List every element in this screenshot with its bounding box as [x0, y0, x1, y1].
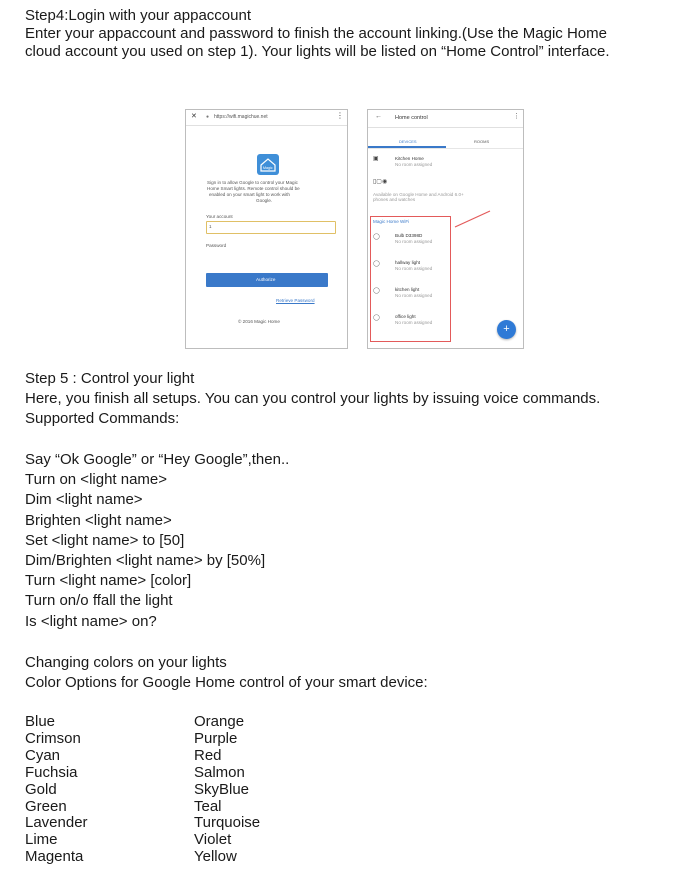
light-room: No room assigned: [395, 266, 433, 271]
intro-text: Home Smart lights. Remote control should be: [207, 186, 300, 191]
browser-url-bar: [186, 110, 347, 126]
password-label: Password: [206, 243, 227, 248]
color-item: Cyan: [25, 746, 61, 764]
menu-icon[interactable]: ⋮: [513, 113, 520, 120]
color-list-right: [194, 714, 260, 866]
color-item: Red: [194, 746, 222, 764]
app-title: Home control: [395, 115, 428, 121]
tab-bar: [368, 136, 523, 149]
step5-line: Here, you finish all setups. You can you control your lights by issuing voice commands.: [25, 390, 601, 408]
step4-heading: Step4:Login with your appaccount: [25, 7, 251, 24]
command-line: Turn on/o ffall the light: [25, 592, 173, 610]
devices-note: phones and watches: [373, 197, 416, 202]
color-item: Lime: [25, 831, 58, 849]
home-control-screenshot: [367, 109, 524, 349]
step5-heading: Step 5 : Control your light: [25, 370, 195, 387]
color-item: Turquoise: [194, 814, 261, 832]
command-line: Dim/Brighten <light name> by [50%]: [25, 552, 266, 570]
bulb-icon: ◯: [373, 234, 380, 240]
bulb-icon: ◯: [373, 288, 380, 294]
color-item: Fuchsia: [25, 763, 78, 781]
bulb-icon: ◯: [373, 261, 380, 267]
login-screenshot: [185, 109, 348, 349]
colors-intro-line: Changing colors on your lights: [25, 654, 227, 671]
light-room: No room assigned: [395, 239, 433, 244]
colors-intro: [25, 653, 428, 693]
light-room: No room assigned: [395, 293, 433, 298]
step4-section: [25, 7, 610, 61]
color-item: Gold: [25, 780, 57, 798]
magic-home-logo: [257, 154, 279, 175]
intro-text: enabled on your smart light to work with: [209, 192, 290, 197]
section-title: Magic Home WiFi: [373, 219, 410, 224]
color-item: Teal: [194, 797, 222, 815]
light-name: office light: [395, 314, 416, 319]
step4-line: Enter your appaccount and password to finish the account linking.(Use the Magic Home: [25, 25, 607, 42]
color-item: Purple: [194, 729, 238, 747]
logo-text: Magic: [263, 166, 273, 170]
step4-line: cloud account you used on step 1). Your lights will be listed on “Home Control” interface.: [25, 43, 610, 60]
command-line: Is <light name> on?: [25, 612, 157, 630]
account-input[interactable]: [206, 221, 336, 234]
color-list-left: [25, 714, 88, 866]
command-line: Brighten <light name>: [25, 511, 172, 529]
command-line: Say “Ok Google” or “Hey Google”,then..: [25, 451, 290, 468]
pointer-arrow-icon: [452, 210, 492, 230]
color-item: Magenta: [25, 848, 84, 866]
color-item: Blue: [25, 713, 56, 730]
retrieve-password-link[interactable]: Retrieve Password: [276, 298, 315, 303]
active-tab-indicator: [368, 146, 446, 148]
light-list-item[interactable]: [373, 313, 513, 338]
light-name: Bulb D3398D: [395, 233, 423, 238]
speaker-icon: ▣: [373, 156, 379, 162]
commands-list: [25, 450, 289, 632]
color-item: Violet: [194, 831, 232, 849]
device-room: No room assigned: [395, 162, 433, 167]
add-button[interactable]: +: [497, 320, 516, 339]
devices-note: Available on Google Home and Android 6.0+: [373, 192, 464, 197]
intro-text: Google.: [256, 198, 273, 203]
account-label: Your account: [206, 214, 233, 219]
lock-icon: ●: [206, 114, 210, 120]
footer-text: © 2016 Magic Home: [238, 319, 280, 324]
account-value: 1: [209, 224, 212, 229]
color-item: Crimson: [25, 729, 81, 747]
back-arrow-icon[interactable]: ←: [375, 113, 382, 120]
close-icon: ✕: [191, 113, 197, 120]
command-line: Dim <light name>: [25, 491, 143, 509]
light-name: kitchen light: [395, 287, 420, 292]
app-header: [368, 110, 523, 128]
authorize-label: Authorize: [256, 277, 276, 282]
color-item: Orange: [194, 713, 245, 730]
colors-intro-line: Color Options for Google Home control of your smart device:: [25, 674, 428, 692]
light-list-item[interactable]: [373, 232, 513, 257]
house-icon: [257, 154, 279, 175]
intro-text: Sign in to allow Google to control your Magic: [207, 180, 298, 185]
color-item: Green: [25, 797, 67, 815]
color-item: SkyBlue: [194, 780, 250, 798]
menu-icon: ⋮: [336, 111, 344, 120]
light-room: No room assigned: [395, 320, 433, 325]
device-name: Kitchen Home: [395, 156, 424, 161]
devices-icons: ▯▢◉: [373, 179, 388, 185]
command-line: Set <light name> to [50]: [25, 531, 185, 549]
step5-line: Supported Commands:: [25, 410, 180, 428]
color-item: Salmon: [194, 763, 245, 781]
step5-section: [25, 369, 600, 430]
light-list-item[interactable]: [373, 286, 513, 311]
tab-devices[interactable]: DEVICES: [399, 139, 417, 144]
tab-rooms[interactable]: ROOMS: [474, 139, 490, 144]
color-item: Yellow: [194, 848, 237, 866]
command-line: Turn on <light name>: [25, 471, 168, 489]
light-list-item[interactable]: [373, 259, 513, 284]
authorize-button[interactable]: [206, 273, 328, 287]
url-text: https://wifi.magichue.net: [214, 114, 268, 120]
color-item: Lavender: [25, 814, 88, 832]
light-name: hallway light: [395, 260, 421, 265]
bulb-icon: ◯: [373, 315, 380, 321]
command-line: Turn <light name> [color]: [25, 572, 192, 590]
